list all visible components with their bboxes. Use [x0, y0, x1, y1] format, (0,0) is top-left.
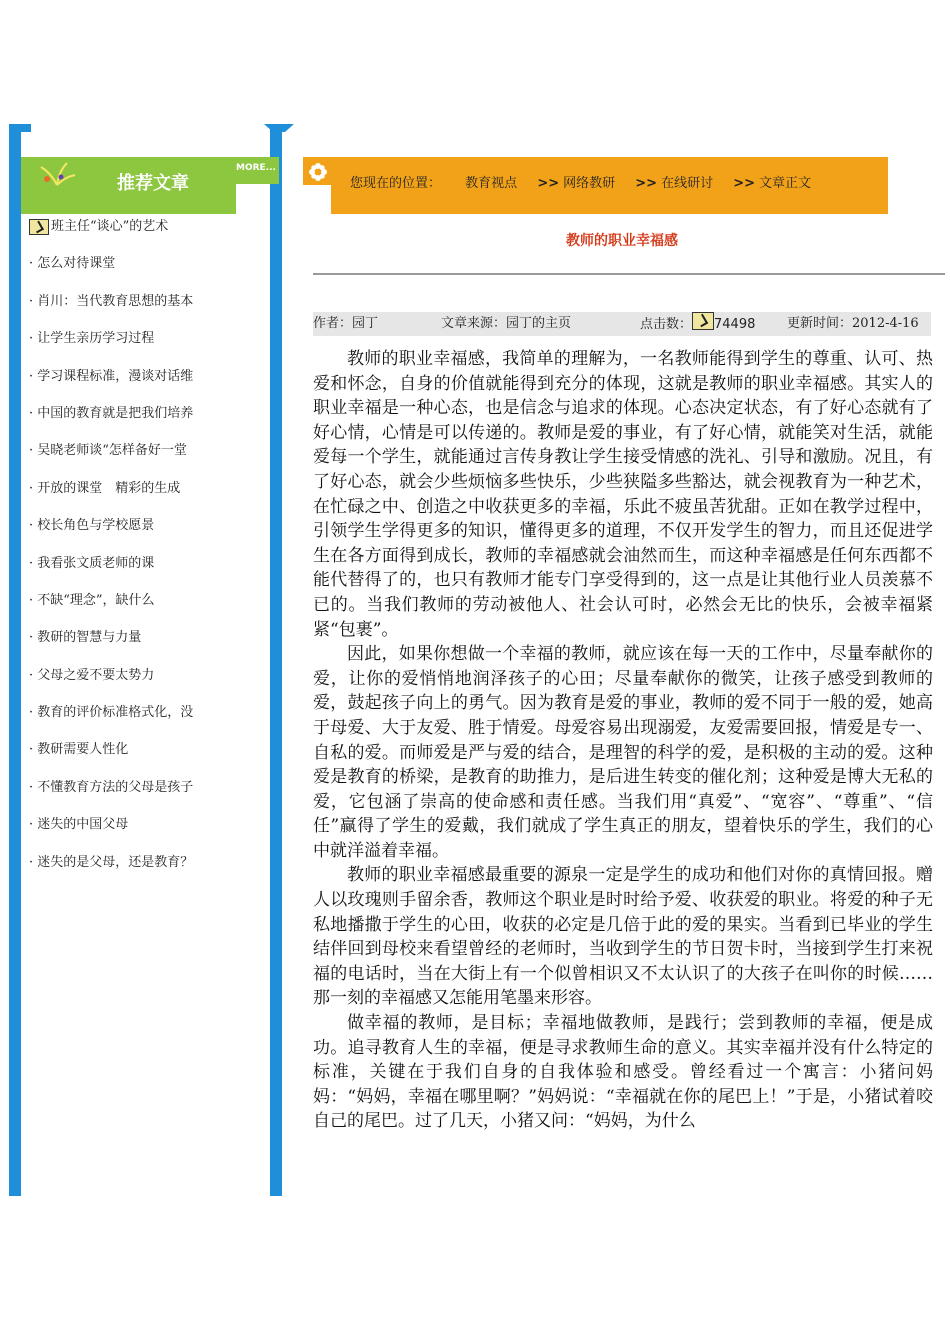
- article-body: [313, 347, 933, 1134]
- author: 作者：园丁: [313, 316, 379, 331]
- list-item[interactable]: · 我看张文质老师的课: [29, 555, 155, 571]
- list-item[interactable]: · 中国的教育就是把我们培养: [29, 405, 194, 421]
- article-title: 教师的职业幸福感: [566, 233, 678, 249]
- list-item[interactable]: · 学习课程标准，漫谈对话维: [29, 368, 194, 384]
- divider: [313, 273, 945, 275]
- click-count-group: [640, 312, 755, 337]
- update-time: 更新时间：2012-4-16: [787, 316, 919, 331]
- breadcrumb-link-view[interactable]: 教育视点: [465, 176, 518, 191]
- breadcrumb-separator: >>: [537, 176, 560, 191]
- list-item[interactable]: · 吴晓老师谈“怎样备好一堂: [29, 443, 187, 459]
- counter-icon: [692, 312, 714, 330]
- list-item[interactable]: · 迷失的中国父母: [29, 817, 129, 833]
- list-item[interactable]: · 肖川：当代教育思想的基本: [29, 293, 194, 309]
- breadcrumb-link-research[interactable]: 网络教研: [563, 176, 616, 191]
- list-item[interactable]: · 校长角色与学校愿景: [29, 518, 155, 534]
- list-item[interactable]: · 怎么对待课堂: [29, 256, 116, 272]
- paragraph: 做幸福的教师，是目标；幸福地做教师，是践行；尝到教师的幸福，便是成功。追寻教育人生的幸福，便是寻求教师生命的意义。其实幸福并没有什么特定的标准，关键在于我们自身的自我体验和感受。曾经看过一个寓言：小猪问妈妈：“妈妈，幸福在哪里啊？”妈妈说：“幸福就在你的尾巴上！”于是，小猪试着咬自己的尾巴。过了几天，小猪又问：“妈妈，为什么: [313, 1013, 933, 1132]
- leaf-decoration-icon: [37, 161, 77, 187]
- list-item[interactable]: · 教育的评价标准格式化，没: [29, 705, 194, 721]
- article-meta: [313, 312, 931, 336]
- list-item[interactable]: · 教研需要人性化: [29, 742, 129, 758]
- source: 文章来源：园丁的主页: [441, 316, 572, 331]
- list-item[interactable]: · 迷失的是父母，还是教育？: [29, 854, 194, 870]
- breadcrumb-separator: >>: [635, 176, 658, 191]
- clicks-label: 点击数：: [640, 317, 693, 332]
- breadcrumb-current: 文章正文: [759, 176, 812, 191]
- list-item[interactable]: · 开放的课堂 精彩的生成: [29, 480, 181, 496]
- paragraph: 教师的职业幸福感最重要的源泉一定是学生的成功和他们对你的真情回报。赠人以玫瑰则手留余香，教师这个职业是时时给予爱、收获爱的职业。将爱的种子无私地播撒于学生的心田，收获的必定是几倍于此的爱的果实。当看到已毕业的学生结伴回到母校来看望曾经的老师时，当收到学生的节日贺卡时，当接到学生打来祝福的电话时，当在大街上有一个似曾相识又不太认识了的大孩子在叫你的时候……那一刻的幸福感又怎能用笔墨来形容。: [313, 865, 933, 1009]
- breadcrumb-separator: >>: [733, 176, 756, 191]
- breadcrumb: [331, 157, 888, 214]
- recommend-list: [29, 215, 269, 888]
- flower-icon: [308, 162, 328, 182]
- more-label: MORE...: [236, 163, 276, 173]
- click-count: 74498: [714, 317, 756, 332]
- more-button[interactable]: [236, 157, 279, 184]
- breadcrumb-link-discussion[interactable]: 在线研讨: [661, 176, 714, 191]
- paragraph: 教师的职业幸福感，我简单的理解为，一名教师能得到学生的尊重、认可、热爱和怀念，自身的价值就能得到充分的体现，这就是教师的职业幸福感。其实人的职业幸福是一种心态，也是信念与追求的体现。心态决定状态，有了好心态就有了好心情，心情是可以传递的。教师是爱的事业，有了好心情，就能笑对生活，就能爱每一个学生，就能通过言传身教让学生接受情感的洗礼、引导和激励。况且，有了好心态，就会少些烦恼多些快乐，少些狭隘多些豁达，就会视教育为一种艺术，在忙碌之中、创造之中收获更多的幸福，乐此不疲虽苦犹甜。正如在教学过程中，引领学生学得更多的知识，懂得更多的道理，不仅开发学生的智力，而且还促进学生在各方面得到成长，教师的幸福感就会油然而生，而这种幸福感是任何东西都不能代替得了的，也只有教师才能专门享受得到的，这一点是让其他行业人员羡慕不已的。当我们教师的劳动被他人、社会认可时，必然会无比的快乐，会被幸福紧紧“包裹”。: [313, 349, 933, 640]
- left-frame-bar: [9, 124, 21, 1196]
- hit-icon: [29, 219, 49, 235]
- paragraph: 因此，如果你想做一个幸福的教师，就应该在每一天的工作中，尽量奉献你的爱，让你的爱悄悄地润泽孩子的心田；尽量奉献你的微笑，让孩子感受到教师的爱，鼓起孩子向上的勇气。因为教育是爱的事业，教师的爱不同于一般的爱，她高于母爱、大于友爱、胜于情爱。母爱容易出现溺爱，友爱需要回报，情爱是专一、自私的爱。而师爱是严与爱的结合，是理智的科学的爱，是积极的主动的爱。这种爱是教育的桥梁，是教育的助推力，是后进生转变的催化剂；这种爱是博大无私的爱，它包涵了崇高的使命感和责任感。当我们用“真爱”、“宽容”、“尊重”、“信任”赢得了学生的爱戴，我们就成了学生真正的朋友，望着快乐的学生，我们的心中就洋溢着幸福。: [313, 644, 933, 861]
- recommend-title: 推荐文章: [117, 173, 189, 194]
- list-item[interactable]: · 不缺“理念”，缺什么: [29, 592, 155, 608]
- list-item[interactable]: · 不懂教育方法的父母是孩子: [29, 779, 194, 795]
- list-item[interactable]: · 父母之爱不要太势力: [29, 667, 155, 683]
- list-item[interactable]: · 教研的智慧与力量: [29, 630, 142, 646]
- list-item[interactable]: 班主任“谈心”的艺术: [29, 215, 269, 252]
- middle-frame-bar: [270, 124, 282, 1196]
- breadcrumb-prefix: 您现在的位置：: [350, 176, 442, 191]
- list-item[interactable]: · 让学生亲历学习过程: [29, 331, 155, 347]
- recommend-header: [21, 157, 236, 214]
